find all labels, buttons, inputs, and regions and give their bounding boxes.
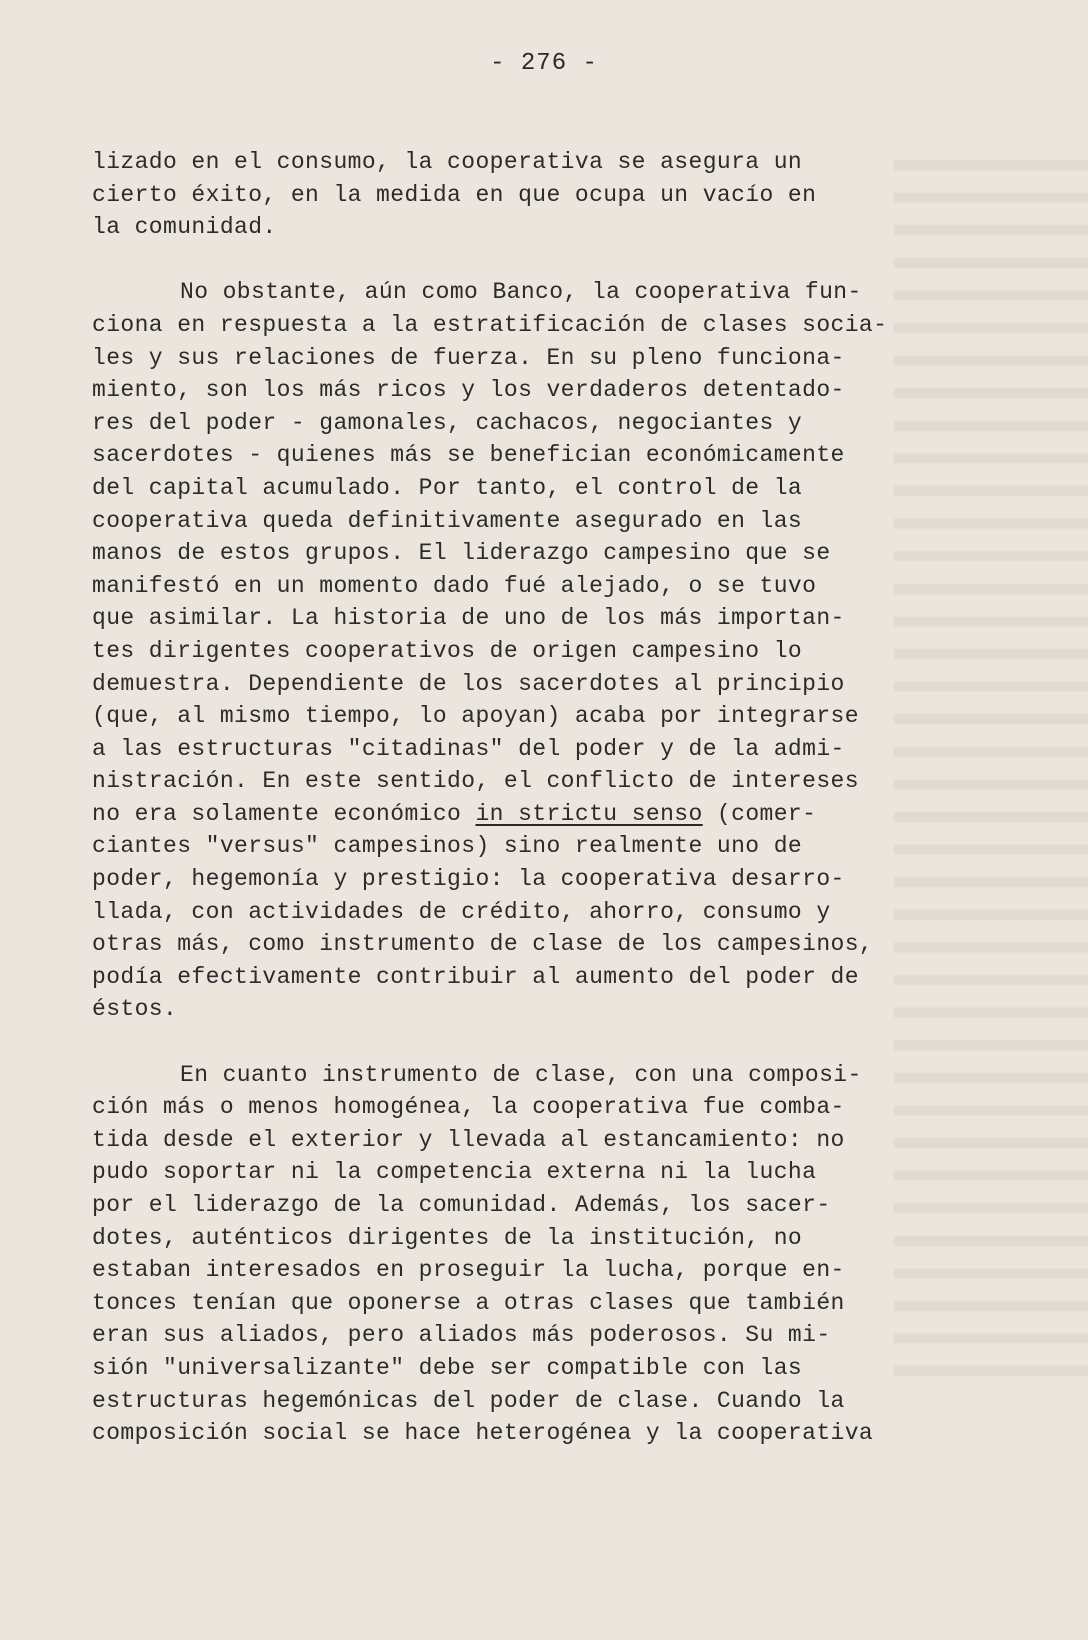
text-line: manos de estos grupos. El liderazgo campesino que se <box>92 540 831 567</box>
text-line: manifestó en un momento dado fué alejado, o se tuvo <box>92 572 817 599</box>
text-line: eran sus aliados, pero aliados más poderosos. Su mi- <box>92 1322 831 1349</box>
paragraph-gap <box>92 244 972 277</box>
text-line: les y sus relaciones de fuerza. En su pleno funciona- <box>92 344 845 371</box>
text-segment: no era solamente económico <box>92 800 476 827</box>
text-line: llada, con actividades de crédito, ahorro, consumo y <box>92 898 831 925</box>
text-line: composición social se hace heterogénea y la cooperativa <box>92 1420 874 1447</box>
text-line: En cuanto instrumento de clase, con una composi- <box>180 1061 862 1088</box>
text-line: res del poder - gamonales, cachacos, negociantes y <box>92 409 803 436</box>
text-line: ciona en respuesta a la estratificación de clases socia- <box>92 311 888 338</box>
text-line: demuestra. Dependiente de los sacerdotes al principio <box>92 670 845 697</box>
text-line: tida desde el exterior y llevada al estancamiento: no <box>92 1126 845 1153</box>
text-line: miento, son los más ricos y los verdaderos detentado- <box>92 377 845 404</box>
text-line: tes dirigentes cooperativos de origen campesino lo <box>92 637 803 664</box>
text-line: cooperativa queda definitivamente asegurado en las <box>92 507 803 534</box>
text-line: por el liderazgo de la comunidad. Además, los sacer- <box>92 1192 831 1218</box>
text-line-with-underline <box>92 798 972 831</box>
text-segment: (comer- <box>702 800 817 827</box>
text-line: lizado en el consumo, la cooperativa se asegura un <box>92 149 803 175</box>
text-line: ciantes "versus" campesinos) sino realmente uno de <box>92 833 803 860</box>
text-line: otras más, como instrumento de clase de los campesinos, <box>92 931 874 958</box>
text-line: dotes, auténticos dirigentes de la institución, no <box>92 1224 803 1251</box>
paragraph-gap <box>92 1026 972 1059</box>
text-line: la comunidad. <box>92 214 277 241</box>
text-line: poder, hegemonía y prestigio: la cooperativa desarro- <box>92 866 845 893</box>
text-line: estaban interesados en proseguir la lucha, porque en- <box>92 1257 845 1284</box>
text-line: nistración. En este sentido, el conflicto de intereses <box>92 768 859 795</box>
text-line: tonces tenían que oponerse a otras clases que también <box>92 1289 845 1316</box>
text-line: (que, al mismo tiempo, lo apoyan) acaba por integrarse <box>92 703 859 730</box>
text-line: podía efectivamente contribuir al aumento del poder de <box>92 963 859 990</box>
text-line: cierto éxito, en la medida en que ocupa un vacío en <box>92 181 817 208</box>
text-line: que asimilar. La historia de uno de los más importan- <box>92 605 845 632</box>
text-line: sión "universalizante" debe ser compatible con las <box>92 1354 803 1381</box>
underlined-phrase: in strictu senso <box>475 800 703 827</box>
page-number: - 276 - <box>490 50 598 77</box>
body-text <box>92 146 972 1450</box>
text-line: éstos. <box>92 996 178 1023</box>
text-line: estructuras hegemónicas del poder de clase. Cuando la <box>92 1387 845 1414</box>
text-line: del capital acumulado. Por tanto, el control de la <box>92 474 803 501</box>
text-line: No obstante, aún como Banco, la cooperativa fun- <box>180 279 862 306</box>
text-line: ción más o menos homogénea, la cooperativa fue comba- <box>92 1094 845 1121</box>
text-line: sacerdotes - quienes más se benefician económicamente <box>92 442 845 469</box>
text-line: a las estructuras "citadinas" del poder y de la admi- <box>92 735 845 762</box>
text-line: pudo soportar ni la competencia externa ni la lucha <box>92 1159 817 1186</box>
